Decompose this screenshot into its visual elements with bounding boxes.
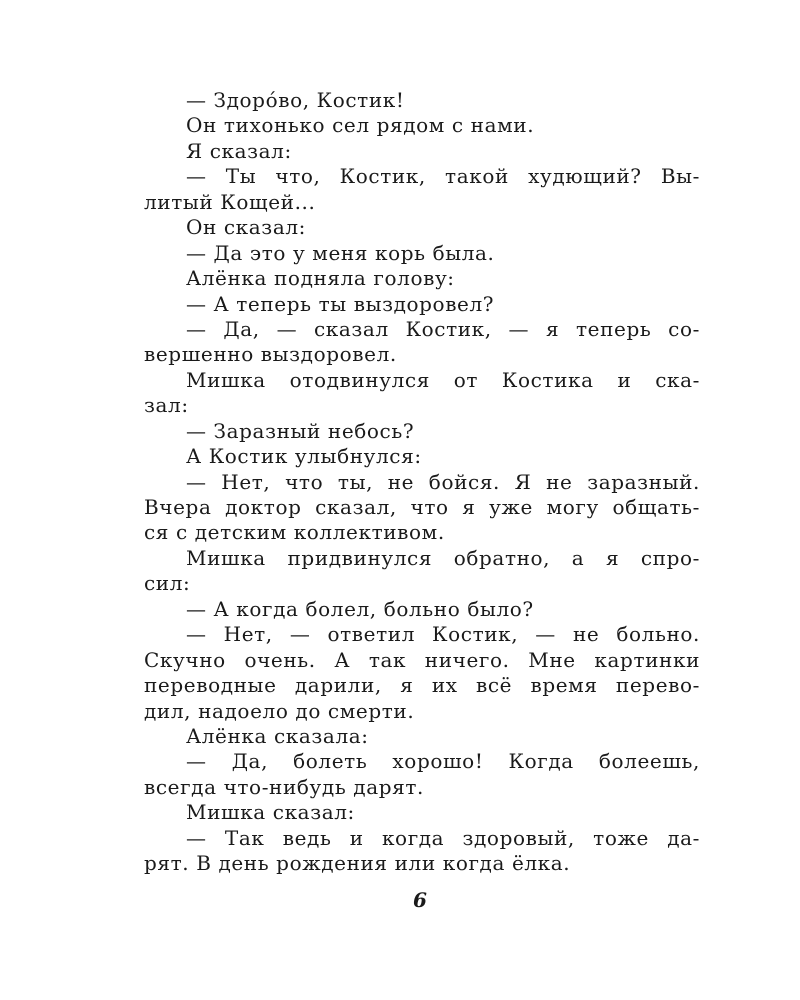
text-line: Вчера доктор сказал, что я уже могу общать- <box>144 495 700 519</box>
text-line: Мишка отодвинулся от Костика и ска- <box>186 367 700 392</box>
text-line: Мишка сказал: <box>186 800 355 825</box>
text-line: Мишка придвинулся обратно, а я спро- <box>186 545 700 570</box>
text-line: дил, надоело до смерти. <box>144 698 415 723</box>
text-line: вершенно выздоровел. <box>144 342 397 367</box>
text-line: Он тихонько сел рядом с нами. <box>186 113 535 138</box>
text-line: рят. В день рождения или когда ёлка. <box>144 851 571 876</box>
text-line: Я сказал: <box>186 138 292 163</box>
page-number: 6 <box>413 888 427 912</box>
text-line: — Так ведь и когда здоровый, тоже да- <box>186 825 700 850</box>
text-line: — Здорóво, Костик! <box>186 88 405 112</box>
text-line: — Да, болеть хорошо! Когда болеешь, <box>186 749 700 774</box>
text-line: переводные дарили, я их всё время перево- <box>144 673 700 698</box>
text-line: А Костик улыбнулся: <box>186 444 422 469</box>
text-line: — А теперь ты выздоровел? <box>186 291 495 316</box>
text-line: зал: <box>144 393 189 418</box>
text-line: ся с детским коллективом. <box>144 520 445 545</box>
text-line: сил: <box>144 571 191 596</box>
text-line: всегда что-нибудь дарят. <box>144 774 424 799</box>
text-line: — А когда болел, больно было? <box>186 596 534 621</box>
text-line: Алёнка подняла голову: <box>186 266 455 291</box>
text-line: — Заразный небось? <box>186 418 415 443</box>
text-line: — Да это у меня корь была. <box>186 240 495 265</box>
text-line: Он сказал: <box>186 215 306 240</box>
text-line: Алёнка сказала: <box>186 723 369 748</box>
text-line: — Нет, что ты, не бойся. Я не заразный. <box>186 469 700 494</box>
text-line: — Ты что, Костик, такой худющий? Вы- <box>186 164 700 189</box>
text-line: — Да, — сказал Костик, — я теперь со- <box>186 316 700 341</box>
text-line: Скучно очень. А так ничего. Мне картинки <box>144 647 700 672</box>
page-text <box>144 88 700 877</box>
text-line: литый Кощей... <box>144 189 316 214</box>
text-line: — Нет, — ответил Костик, — не больно. <box>186 622 700 647</box>
